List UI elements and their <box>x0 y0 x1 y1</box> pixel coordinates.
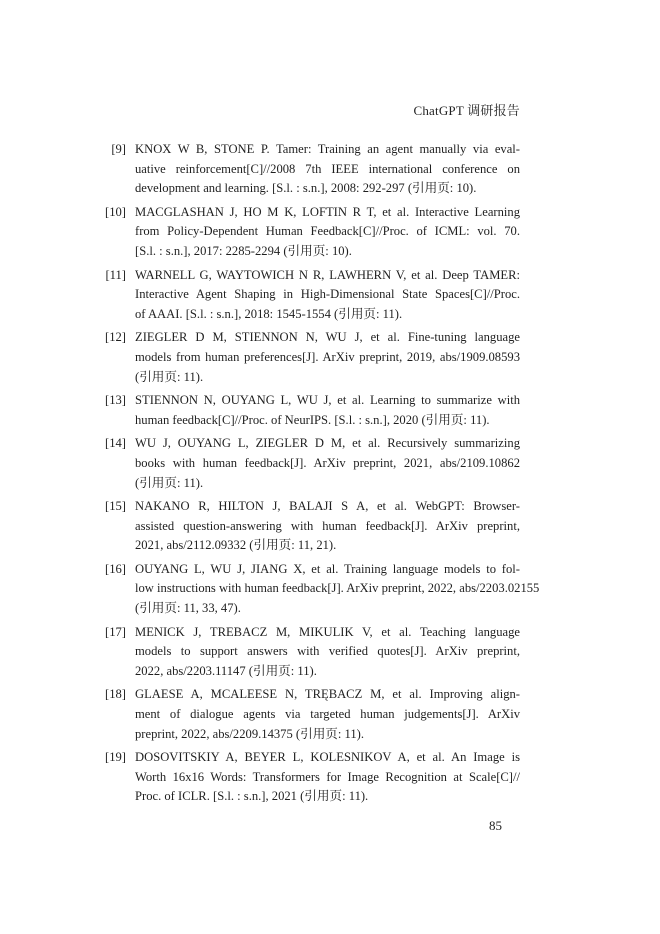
reference-line: NAKANO R, HILTON J, BALAJI S A, et al. WebGPT: Browser- <box>135 499 520 514</box>
reference-line: 2021, abs/2112.09332 (引用页: 11, 21). <box>135 538 337 553</box>
reference-number: [18] <box>105 687 126 702</box>
reference-line: Worth 16x16 Words: Transformers for Image Recognition at Scale[C]// <box>135 769 520 784</box>
reference-line: ment of dialogue agents via targeted human judgements[J]. ArXiv <box>135 707 520 722</box>
reference-item <box>0 748 660 807</box>
reference-item <box>0 328 660 387</box>
reference-line: Proc. of ICLR. [S.l. : s.n.], 2021 (引用页: 11). <box>135 789 369 804</box>
reference-item <box>0 266 660 325</box>
reference-line: ZIEGLER D M, STIENNON N, WU J, et al. Fine-tuning language <box>135 330 520 345</box>
reference-line: 2022, abs/2203.11147 (引用页: 11). <box>135 663 317 678</box>
reference-text <box>135 497 520 556</box>
reference-line: models to support answers with verified quotes[J]. ArXiv preprint, <box>135 644 520 659</box>
reference-text <box>135 434 520 493</box>
reference-item <box>0 497 660 556</box>
reference-line: books with human feedback[J]. ArXiv preprint, 2021, abs/2109.10862 <box>135 455 520 470</box>
reference-text <box>135 623 520 682</box>
reference-number: [13] <box>105 393 126 408</box>
reference-number: [19] <box>105 750 126 765</box>
reference-line: OUYANG L, WU J, JIANG X, et al. Training language models to fol- <box>135 561 520 576</box>
page-number: 85 <box>489 818 502 833</box>
reference-line: models from human preferences[J]. ArXiv preprint, 2019, abs/1909.08593 <box>135 349 520 364</box>
reference-item <box>0 140 660 199</box>
running-header: ChatGPT 调研报告 <box>413 103 520 118</box>
reference-line: WARNELL G, WAYTOWICH N R, LAWHERN V, et al. Deep TAMER: <box>135 267 520 282</box>
reference-list <box>0 140 660 811</box>
reference-text <box>135 560 540 619</box>
reference-line: GLAESE A, MCALEESE N, TRĘBACZ M, et al. Improving align- <box>135 687 520 702</box>
reference-line: (引用页: 11). <box>135 475 204 490</box>
reference-line: human feedback[C]//Proc. of NeurIPS. [S.l. : s.n.], 2020 (引用页: 11). <box>135 412 490 427</box>
reference-number: [12] <box>105 330 126 345</box>
reference-line: of AAAI. [S.l. : s.n.], 2018: 1545-1554 (引用页: 11). <box>135 306 403 321</box>
reference-line: (引用页: 11). <box>135 369 204 384</box>
reference-line: assisted question-answering with human feedback[J]. ArXiv preprint, <box>135 518 520 533</box>
reference-text <box>135 391 520 430</box>
reference-number: [10] <box>105 204 126 219</box>
reference-text <box>135 140 520 199</box>
reference-line: [S.l. : s.n.], 2017: 2285-2294 (引用页: 10). <box>135 243 352 258</box>
reference-line: KNOX W B, STONE P. Tamer: Training an agent manually via eval- <box>135 142 520 156</box>
reference-line: development and learning. [S.l. : s.n.], 2008: 292-297 (引用页: 10). <box>135 181 477 196</box>
reference-line: DOSOVITSKIY A, BEYER L, KOLESNIKOV A, et al. An Image is <box>135 750 520 765</box>
reference-number: [9] <box>111 142 126 156</box>
reference-line: WU J, OUYANG L, ZIEGLER D M, et al. Recursively summarizing <box>135 436 520 451</box>
reference-text <box>135 748 520 807</box>
reference-number: [17] <box>105 624 126 639</box>
reference-item <box>0 203 660 262</box>
reference-item <box>0 685 660 744</box>
reference-text <box>135 328 520 387</box>
reference-item <box>0 391 660 430</box>
reference-number: [15] <box>105 499 126 514</box>
reference-line: STIENNON N, OUYANG L, WU J, et al. Learning to summarize with <box>135 393 520 408</box>
reference-number: [14] <box>105 436 126 451</box>
reference-item <box>0 434 660 493</box>
reference-line: preprint, 2022, abs/2209.14375 (引用页: 11). <box>135 726 364 741</box>
reference-number: [16] <box>105 561 126 576</box>
reference-line: from Policy-Dependent Human Feedback[C]//Proc. of ICML: vol. 70. <box>135 224 520 239</box>
reference-line: low instructions with human feedback[J]. ArXiv preprint, 2022, abs/2203.02155 <box>135 581 540 596</box>
reference-line: MACGLASHAN J, HO M K, LOFTIN R T, et al. Interactive Learning <box>135 204 520 219</box>
reference-text <box>135 203 520 262</box>
reference-line: uative reinforcement[C]//2008 7th IEEE international conference on <box>135 161 520 176</box>
reference-item <box>0 623 660 682</box>
reference-line: MENICK J, TREBACZ M, MIKULIK V, et al. Teaching language <box>135 624 520 639</box>
reference-item <box>0 560 660 619</box>
reference-line: Interactive Agent Shaping in High-Dimensional State Spaces[C]//Proc. <box>135 287 520 302</box>
reference-line: (引用页: 11, 33, 47). <box>135 601 241 616</box>
reference-text <box>135 685 520 744</box>
reference-text <box>135 266 520 325</box>
reference-number: [11] <box>105 267 126 282</box>
